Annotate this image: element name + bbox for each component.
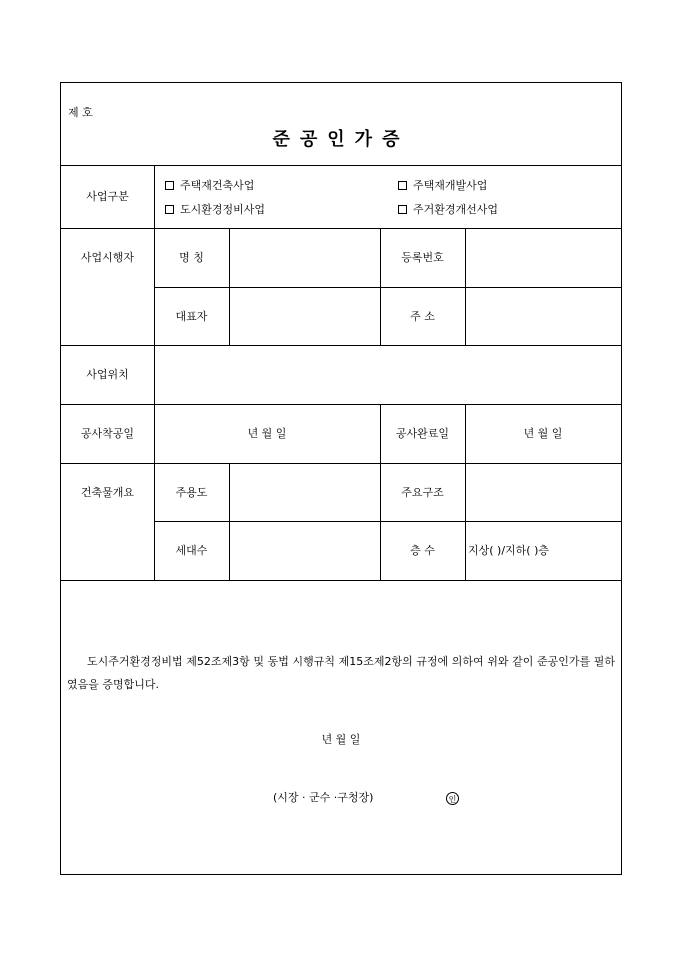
project-type-label: 사업구분 bbox=[86, 190, 129, 203]
start-date-label: 공사착공일 bbox=[80, 427, 135, 440]
seal-icon bbox=[446, 791, 459, 805]
row-divider bbox=[154, 521, 621, 522]
units-label: 세대수 bbox=[175, 544, 208, 557]
row-divider bbox=[61, 463, 621, 464]
checkbox-icon[interactable] bbox=[398, 181, 407, 190]
floors-label: 층 수 bbox=[410, 544, 435, 557]
building-overview-label: 건축물개요 bbox=[80, 486, 135, 499]
row-divider bbox=[61, 165, 621, 166]
start-date-value: 년 월 일 bbox=[247, 427, 287, 440]
main-use-label: 주용도 bbox=[175, 486, 208, 499]
row-divider bbox=[61, 580, 621, 581]
end-date-label: 공사완료일 bbox=[395, 427, 450, 440]
signer-title: (시장 · 군수 ·구청장) bbox=[273, 791, 374, 804]
column-divider bbox=[229, 463, 230, 580]
checkbox-icon[interactable] bbox=[398, 205, 407, 214]
page-title: 준공인가증 bbox=[272, 129, 410, 150]
column-divider bbox=[465, 228, 466, 345]
checkbox-option[interactable]: 주택재개발사업 bbox=[398, 179, 487, 193]
checkbox-icon[interactable] bbox=[165, 205, 174, 214]
representative-label: 대표자 bbox=[175, 310, 208, 323]
column-divider bbox=[229, 228, 230, 345]
row-divider bbox=[61, 404, 621, 405]
column-divider bbox=[154, 165, 155, 580]
column-divider bbox=[380, 228, 381, 345]
end-date-value: 년 월 일 bbox=[523, 427, 563, 440]
certificate-number-label: 제 호 bbox=[68, 106, 93, 119]
operator-label: 사업시행자 bbox=[80, 251, 135, 264]
issue-date: 년 월 일 bbox=[321, 733, 361, 746]
name-label: 명 칭 bbox=[179, 251, 204, 264]
address-label: 주 소 bbox=[410, 310, 435, 323]
checkbox-option[interactable]: 주거환경개선사업 bbox=[398, 203, 498, 217]
row-divider bbox=[61, 345, 621, 346]
checkbox-icon[interactable] bbox=[165, 181, 174, 190]
certification-statement: 도시주거환경정비법 제52조제3항 및 동법 시행규칙 제15조제2항의 규정에 의하여 위와 같이 준공인가를 필하였음을 증명합니다. bbox=[67, 655, 615, 691]
main-structure-label: 주요구조 bbox=[401, 486, 444, 499]
row-divider bbox=[61, 228, 621, 229]
checkbox-option[interactable]: 도시환경정비사업 bbox=[165, 203, 265, 217]
completion-certificate-form bbox=[60, 82, 622, 875]
seal-mark: 인 bbox=[446, 792, 459, 805]
location-label: 사업위치 bbox=[86, 368, 129, 381]
floors-value: 지상( )/지하( )층 bbox=[468, 544, 549, 557]
checkbox-option[interactable]: 주택재건축사업 bbox=[165, 179, 254, 193]
row-divider bbox=[154, 287, 621, 288]
registration-number-label: 등록번호 bbox=[401, 251, 444, 264]
